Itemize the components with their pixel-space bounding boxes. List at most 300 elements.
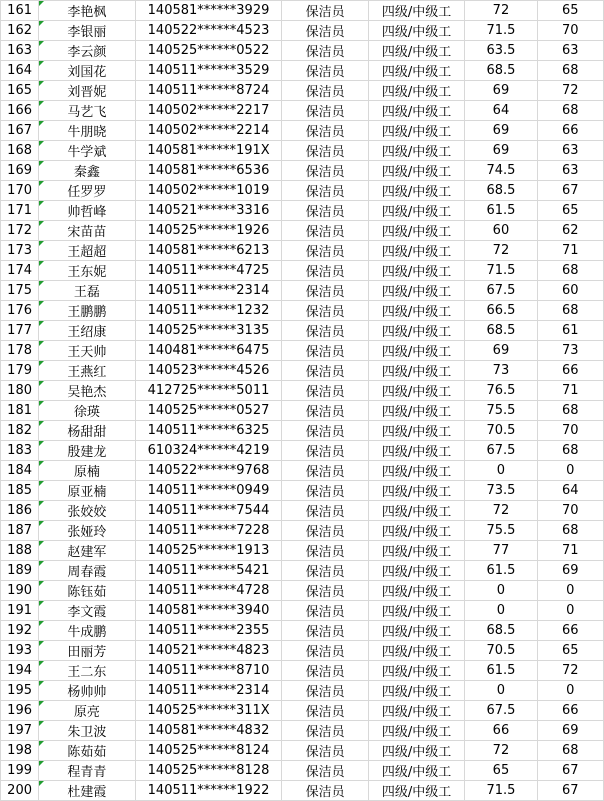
row-header-cell[interactable]: 190 <box>1 581 39 601</box>
cell-score-practice[interactable]: 70 <box>537 421 603 441</box>
cell-score-theory[interactable]: 71.5 <box>465 781 537 801</box>
cell-score-practice[interactable]: 0 <box>537 681 603 701</box>
row-header-cell[interactable]: 195 <box>1 681 39 701</box>
cell-score-practice[interactable]: 0 <box>537 461 603 481</box>
table-row[interactable] <box>1 1 604 21</box>
cell-score-theory[interactable]: 66 <box>465 721 537 741</box>
cell-name[interactable] <box>39 221 135 241</box>
table-row[interactable] <box>1 561 604 581</box>
cell-id-number[interactable]: 140511******1922 <box>135 781 282 801</box>
cell-level[interactable]: 四级/中级工 <box>368 461 464 481</box>
cell-name[interactable] <box>39 21 135 41</box>
table-row[interactable] <box>1 481 604 501</box>
cell-name[interactable] <box>39 521 135 541</box>
cell-score-practice[interactable]: 67 <box>537 781 603 801</box>
row-header-cell[interactable]: 169 <box>1 161 39 181</box>
cell-name[interactable] <box>39 161 135 181</box>
cell-occupation[interactable]: 保洁员 <box>282 161 368 181</box>
cell-occupation[interactable]: 保洁员 <box>282 541 368 561</box>
cell-level[interactable]: 四级/中级工 <box>368 401 464 421</box>
cell-score-theory[interactable]: 68.5 <box>465 181 537 201</box>
table-row[interactable] <box>1 181 604 201</box>
table-row[interactable] <box>1 201 604 221</box>
cell-level[interactable]: 四级/中级工 <box>368 221 464 241</box>
cell-id-number[interactable]: 140521******3316 <box>135 201 282 221</box>
cell-id-number[interactable]: 140511******4728 <box>135 581 282 601</box>
cell-score-theory[interactable]: 0 <box>465 601 537 621</box>
cell-id-number[interactable]: 140511******2314 <box>135 281 282 301</box>
cell-id-number[interactable]: 140511******0949 <box>135 481 282 501</box>
row-header-cell[interactable]: 181 <box>1 401 39 421</box>
cell-name[interactable] <box>39 781 135 801</box>
cell-occupation[interactable]: 保洁员 <box>282 1 368 21</box>
cell-level[interactable]: 四级/中级工 <box>368 161 464 181</box>
cell-id-number[interactable]: 140511******1232 <box>135 301 282 321</box>
cell-name[interactable] <box>39 201 135 221</box>
cell-occupation[interactable]: 保洁员 <box>282 741 368 761</box>
cell-level[interactable]: 四级/中级工 <box>368 521 464 541</box>
table-row[interactable] <box>1 41 604 61</box>
row-header-cell[interactable]: 166 <box>1 101 39 121</box>
cell-level[interactable]: 四级/中级工 <box>368 201 464 221</box>
cell-id-number[interactable]: 140525******0522 <box>135 41 282 61</box>
cell-score-practice[interactable]: 65 <box>537 201 603 221</box>
cell-level[interactable]: 四级/中级工 <box>368 341 464 361</box>
cell-score-theory[interactable]: 68.5 <box>465 621 537 641</box>
cell-score-theory[interactable]: 68.5 <box>465 61 537 81</box>
cell-name[interactable] <box>39 581 135 601</box>
cell-occupation[interactable]: 保洁员 <box>282 681 368 701</box>
cell-level[interactable]: 四级/中级工 <box>368 241 464 261</box>
cell-score-practice[interactable]: 66 <box>537 621 603 641</box>
cell-level[interactable]: 四级/中级工 <box>368 641 464 661</box>
cell-occupation[interactable]: 保洁员 <box>282 221 368 241</box>
cell-occupation[interactable]: 保洁员 <box>282 281 368 301</box>
cell-name[interactable] <box>39 741 135 761</box>
cell-level[interactable]: 四级/中级工 <box>368 321 464 341</box>
cell-occupation[interactable]: 保洁员 <box>282 521 368 541</box>
cell-level[interactable]: 四级/中级工 <box>368 441 464 461</box>
cell-name[interactable] <box>39 1 135 21</box>
cell-score-theory[interactable]: 61.5 <box>465 201 537 221</box>
cell-name[interactable] <box>39 481 135 501</box>
cell-occupation[interactable]: 保洁员 <box>282 261 368 281</box>
row-header-cell[interactable]: 174 <box>1 261 39 281</box>
cell-occupation[interactable]: 保洁员 <box>282 201 368 221</box>
cell-score-practice[interactable]: 70 <box>537 21 603 41</box>
cell-level[interactable]: 四级/中级工 <box>368 621 464 641</box>
cell-level[interactable]: 四级/中级工 <box>368 301 464 321</box>
cell-id-number[interactable]: 140581******4832 <box>135 721 282 741</box>
cell-score-practice[interactable]: 67 <box>537 181 603 201</box>
row-header-cell[interactable]: 189 <box>1 561 39 581</box>
cell-id-number[interactable]: 140522******9768 <box>135 461 282 481</box>
row-header-cell[interactable]: 194 <box>1 661 39 681</box>
table-row[interactable] <box>1 581 604 601</box>
cell-occupation[interactable]: 保洁员 <box>282 721 368 741</box>
cell-score-practice[interactable]: 65 <box>537 641 603 661</box>
cell-level[interactable]: 四级/中级工 <box>368 721 464 741</box>
cell-score-theory[interactable]: 74.5 <box>465 161 537 181</box>
table-row[interactable] <box>1 721 604 741</box>
table-row[interactable] <box>1 601 604 621</box>
row-header-cell[interactable]: 161 <box>1 1 39 21</box>
cell-level[interactable]: 四级/中级工 <box>368 481 464 501</box>
cell-occupation[interactable]: 保洁员 <box>282 61 368 81</box>
table-row[interactable] <box>1 21 604 41</box>
cell-score-practice[interactable]: 64 <box>537 481 603 501</box>
cell-score-practice[interactable]: 62 <box>537 221 603 241</box>
cell-score-theory[interactable]: 72 <box>465 741 537 761</box>
row-header-cell[interactable]: 175 <box>1 281 39 301</box>
cell-name[interactable] <box>39 541 135 561</box>
cell-score-practice[interactable]: 68 <box>537 301 603 321</box>
row-header-cell[interactable]: 167 <box>1 121 39 141</box>
row-header-cell[interactable]: 178 <box>1 341 39 361</box>
table-row[interactable] <box>1 301 604 321</box>
cell-name[interactable] <box>39 81 135 101</box>
cell-id-number[interactable]: 140523******4526 <box>135 361 282 381</box>
cell-name[interactable] <box>39 321 135 341</box>
row-header-cell[interactable]: 171 <box>1 201 39 221</box>
cell-score-practice[interactable]: 69 <box>537 721 603 741</box>
row-header-cell[interactable]: 176 <box>1 301 39 321</box>
cell-occupation[interactable]: 保洁员 <box>282 241 368 261</box>
cell-id-number[interactable]: 140581******6213 <box>135 241 282 261</box>
cell-occupation[interactable]: 保洁员 <box>282 701 368 721</box>
cell-occupation[interactable]: 保洁员 <box>282 421 368 441</box>
cell-occupation[interactable]: 保洁员 <box>282 401 368 421</box>
row-header-cell[interactable]: 162 <box>1 21 39 41</box>
cell-name[interactable] <box>39 381 135 401</box>
cell-occupation[interactable]: 保洁员 <box>282 21 368 41</box>
cell-level[interactable]: 四级/中级工 <box>368 541 464 561</box>
row-header-cell[interactable]: 188 <box>1 541 39 561</box>
cell-score-theory[interactable]: 66.5 <box>465 301 537 321</box>
cell-score-theory[interactable]: 67.5 <box>465 441 537 461</box>
cell-id-number[interactable]: 140525******1913 <box>135 541 282 561</box>
cell-level[interactable]: 四级/中级工 <box>368 181 464 201</box>
table-row[interactable] <box>1 541 604 561</box>
cell-name[interactable] <box>39 41 135 61</box>
cell-id-number[interactable]: 140522******4523 <box>135 21 282 41</box>
cell-name[interactable] <box>39 641 135 661</box>
cell-name[interactable] <box>39 621 135 641</box>
cell-name[interactable] <box>39 141 135 161</box>
cell-score-practice[interactable]: 60 <box>537 281 603 301</box>
cell-name[interactable] <box>39 421 135 441</box>
cell-score-theory[interactable]: 73.5 <box>465 481 537 501</box>
cell-id-number[interactable]: 140481******6475 <box>135 341 282 361</box>
row-header-cell[interactable]: 164 <box>1 61 39 81</box>
cell-name[interactable] <box>39 361 135 381</box>
table-row[interactable] <box>1 441 604 461</box>
cell-name[interactable] <box>39 601 135 621</box>
cell-occupation[interactable]: 保洁员 <box>282 561 368 581</box>
cell-id-number[interactable]: 140511******2355 <box>135 621 282 641</box>
cell-id-number[interactable]: 140581******3940 <box>135 601 282 621</box>
table-row[interactable] <box>1 261 604 281</box>
cell-name[interactable] <box>39 761 135 781</box>
cell-level[interactable]: 四级/中级工 <box>368 601 464 621</box>
cell-score-theory[interactable]: 0 <box>465 581 537 601</box>
cell-score-practice[interactable]: 68 <box>537 101 603 121</box>
cell-score-theory[interactable]: 0 <box>465 461 537 481</box>
cell-level[interactable]: 四级/中级工 <box>368 261 464 281</box>
cell-level[interactable]: 四级/中级工 <box>368 701 464 721</box>
cell-level[interactable]: 四级/中级工 <box>368 501 464 521</box>
cell-score-practice[interactable]: 68 <box>537 61 603 81</box>
cell-score-theory[interactable]: 69 <box>465 81 537 101</box>
row-header-cell[interactable]: 180 <box>1 381 39 401</box>
cell-name[interactable] <box>39 341 135 361</box>
cell-score-practice[interactable]: 66 <box>537 701 603 721</box>
cell-score-theory[interactable]: 70.5 <box>465 421 537 441</box>
row-header-cell[interactable]: 184 <box>1 461 39 481</box>
cell-occupation[interactable]: 保洁员 <box>282 621 368 641</box>
cell-occupation[interactable]: 保洁员 <box>282 641 368 661</box>
cell-occupation[interactable]: 保洁员 <box>282 361 368 381</box>
cell-score-theory[interactable]: 76.5 <box>465 381 537 401</box>
cell-score-theory[interactable]: 67.5 <box>465 701 537 721</box>
row-header-cell[interactable]: 182 <box>1 421 39 441</box>
cell-score-theory[interactable]: 64 <box>465 101 537 121</box>
cell-id-number[interactable]: 140581******3929 <box>135 1 282 21</box>
cell-score-theory[interactable]: 65 <box>465 761 537 781</box>
cell-id-number[interactable]: 140511******7228 <box>135 521 282 541</box>
row-header-cell[interactable]: 170 <box>1 181 39 201</box>
table-row[interactable] <box>1 161 604 181</box>
cell-score-theory[interactable]: 61.5 <box>465 661 537 681</box>
cell-name[interactable] <box>39 121 135 141</box>
row-header-cell[interactable]: 192 <box>1 621 39 641</box>
cell-level[interactable]: 四级/中级工 <box>368 661 464 681</box>
cell-score-practice[interactable]: 73 <box>537 341 603 361</box>
cell-score-practice[interactable]: 63 <box>537 41 603 61</box>
cell-score-theory[interactable]: 72 <box>465 241 537 261</box>
row-header-cell[interactable]: 200 <box>1 781 39 801</box>
cell-name[interactable] <box>39 181 135 201</box>
row-header-cell[interactable]: 193 <box>1 641 39 661</box>
cell-score-practice[interactable]: 68 <box>537 741 603 761</box>
cell-score-practice[interactable]: 0 <box>537 581 603 601</box>
row-header-cell[interactable]: 183 <box>1 441 39 461</box>
cell-score-practice[interactable]: 0 <box>537 601 603 621</box>
cell-score-practice[interactable]: 71 <box>537 381 603 401</box>
cell-id-number[interactable]: 140581******6536 <box>135 161 282 181</box>
table-row[interactable] <box>1 101 604 121</box>
cell-score-practice[interactable]: 70 <box>537 501 603 521</box>
cell-id-number[interactable]: 140525******8124 <box>135 741 282 761</box>
table-row[interactable] <box>1 281 604 301</box>
cell-score-practice[interactable]: 71 <box>537 241 603 261</box>
cell-id-number[interactable]: 140525******3135 <box>135 321 282 341</box>
row-header-cell[interactable]: 199 <box>1 761 39 781</box>
cell-score-practice[interactable]: 63 <box>537 161 603 181</box>
cell-occupation[interactable]: 保洁员 <box>282 41 368 61</box>
table-row[interactable] <box>1 501 604 521</box>
cell-score-theory[interactable]: 67.5 <box>465 281 537 301</box>
row-header-cell[interactable]: 196 <box>1 701 39 721</box>
cell-score-theory[interactable]: 68.5 <box>465 321 537 341</box>
cell-score-theory[interactable]: 69 <box>465 141 537 161</box>
cell-id-number[interactable]: 140581******191X <box>135 141 282 161</box>
row-header-cell[interactable]: 173 <box>1 241 39 261</box>
cell-score-practice[interactable]: 68 <box>537 441 603 461</box>
cell-name[interactable] <box>39 501 135 521</box>
cell-occupation[interactable]: 保洁员 <box>282 601 368 621</box>
cell-level[interactable]: 四级/中级工 <box>368 1 464 21</box>
row-header-cell[interactable]: 168 <box>1 141 39 161</box>
cell-name[interactable] <box>39 61 135 81</box>
row-header-cell[interactable]: 197 <box>1 721 39 741</box>
cell-level[interactable]: 四级/中级工 <box>368 781 464 801</box>
cell-level[interactable]: 四级/中级工 <box>368 681 464 701</box>
table-row[interactable] <box>1 461 604 481</box>
cell-level[interactable]: 四级/中级工 <box>368 81 464 101</box>
cell-id-number[interactable]: 140511******5421 <box>135 561 282 581</box>
cell-name[interactable] <box>39 661 135 681</box>
cell-id-number[interactable]: 140511******7544 <box>135 501 282 521</box>
cell-id-number[interactable]: 140511******6325 <box>135 421 282 441</box>
table-row[interactable] <box>1 621 604 641</box>
table-row[interactable] <box>1 321 604 341</box>
cell-score-theory[interactable]: 72 <box>465 501 537 521</box>
table-row[interactable] <box>1 341 604 361</box>
cell-name[interactable] <box>39 101 135 121</box>
cell-level[interactable]: 四级/中级工 <box>368 121 464 141</box>
cell-level[interactable]: 四级/中级工 <box>368 61 464 81</box>
cell-name[interactable] <box>39 241 135 261</box>
cell-id-number[interactable]: 140521******4823 <box>135 641 282 661</box>
cell-name[interactable] <box>39 441 135 461</box>
cell-id-number[interactable]: 140525******311X <box>135 701 282 721</box>
row-header-cell[interactable]: 165 <box>1 81 39 101</box>
cell-score-practice[interactable]: 67 <box>537 761 603 781</box>
cell-score-theory[interactable]: 75.5 <box>465 521 537 541</box>
cell-score-theory[interactable]: 69 <box>465 341 537 361</box>
cell-score-practice[interactable]: 68 <box>537 521 603 541</box>
cell-occupation[interactable]: 保洁员 <box>282 761 368 781</box>
cell-level[interactable]: 四级/中级工 <box>368 761 464 781</box>
cell-name[interactable] <box>39 721 135 741</box>
cell-id-number[interactable]: 140502******2217 <box>135 101 282 121</box>
cell-occupation[interactable]: 保洁员 <box>282 581 368 601</box>
cell-occupation[interactable]: 保洁员 <box>282 341 368 361</box>
cell-id-number[interactable]: 140502******1019 <box>135 181 282 201</box>
cell-score-practice[interactable]: 66 <box>537 121 603 141</box>
table-row[interactable] <box>1 701 604 721</box>
cell-score-theory[interactable]: 72 <box>465 1 537 21</box>
cell-occupation[interactable]: 保洁员 <box>282 141 368 161</box>
cell-score-theory[interactable]: 75.5 <box>465 401 537 421</box>
table-row[interactable] <box>1 781 604 801</box>
table-row[interactable] <box>1 641 604 661</box>
cell-score-practice[interactable]: 68 <box>537 401 603 421</box>
cell-level[interactable]: 四级/中级工 <box>368 101 464 121</box>
cell-occupation[interactable]: 保洁员 <box>282 81 368 101</box>
row-header-cell[interactable]: 191 <box>1 601 39 621</box>
table-row[interactable] <box>1 81 604 101</box>
cell-level[interactable]: 四级/中级工 <box>368 361 464 381</box>
cell-name[interactable] <box>39 401 135 421</box>
table-row[interactable] <box>1 141 604 161</box>
table-row[interactable] <box>1 761 604 781</box>
table-row[interactable] <box>1 421 604 441</box>
table-row[interactable] <box>1 241 604 261</box>
cell-id-number[interactable]: 140525******1926 <box>135 221 282 241</box>
cell-id-number[interactable]: 140525******8128 <box>135 761 282 781</box>
cell-score-practice[interactable]: 72 <box>537 661 603 681</box>
cell-occupation[interactable]: 保洁员 <box>282 301 368 321</box>
table-row[interactable] <box>1 401 604 421</box>
cell-name[interactable] <box>39 261 135 281</box>
cell-id-number[interactable]: 140511******4725 <box>135 261 282 281</box>
cell-score-practice[interactable]: 61 <box>537 321 603 341</box>
cell-occupation[interactable]: 保洁员 <box>282 461 368 481</box>
cell-occupation[interactable]: 保洁员 <box>282 121 368 141</box>
cell-score-theory[interactable]: 71.5 <box>465 261 537 281</box>
cell-score-theory[interactable]: 73 <box>465 361 537 381</box>
cell-score-theory[interactable]: 63.5 <box>465 41 537 61</box>
cell-score-theory[interactable]: 69 <box>465 121 537 141</box>
cell-score-practice[interactable]: 68 <box>537 261 603 281</box>
cell-occupation[interactable]: 保洁员 <box>282 501 368 521</box>
cell-score-practice[interactable]: 63 <box>537 141 603 161</box>
cell-score-theory[interactable]: 71.5 <box>465 21 537 41</box>
cell-score-theory[interactable]: 77 <box>465 541 537 561</box>
cell-score-practice[interactable]: 69 <box>537 561 603 581</box>
cell-name[interactable] <box>39 681 135 701</box>
row-header-cell[interactable]: 179 <box>1 361 39 381</box>
row-header-cell[interactable]: 172 <box>1 221 39 241</box>
table-row[interactable] <box>1 121 604 141</box>
row-header-cell[interactable]: 177 <box>1 321 39 341</box>
cell-occupation[interactable]: 保洁员 <box>282 321 368 341</box>
row-header-cell[interactable]: 187 <box>1 521 39 541</box>
cell-level[interactable]: 四级/中级工 <box>368 381 464 401</box>
cell-score-theory[interactable]: 70.5 <box>465 641 537 661</box>
cell-score-practice[interactable]: 66 <box>537 361 603 381</box>
cell-id-number[interactable]: 140525******0527 <box>135 401 282 421</box>
cell-occupation[interactable]: 保洁员 <box>282 101 368 121</box>
table-row[interactable] <box>1 61 604 81</box>
cell-name[interactable] <box>39 301 135 321</box>
cell-score-practice[interactable]: 65 <box>537 1 603 21</box>
cell-name[interactable] <box>39 461 135 481</box>
cell-level[interactable]: 四级/中级工 <box>368 741 464 761</box>
table-row[interactable] <box>1 681 604 701</box>
cell-occupation[interactable]: 保洁员 <box>282 441 368 461</box>
cell-level[interactable]: 四级/中级工 <box>368 41 464 61</box>
table-row[interactable] <box>1 361 604 381</box>
cell-occupation[interactable]: 保洁员 <box>282 181 368 201</box>
table-row[interactable] <box>1 741 604 761</box>
cell-score-theory[interactable]: 60 <box>465 221 537 241</box>
table-row[interactable] <box>1 521 604 541</box>
table-row[interactable] <box>1 381 604 401</box>
cell-score-practice[interactable]: 71 <box>537 541 603 561</box>
cell-id-number[interactable]: 140511******8710 <box>135 661 282 681</box>
cell-level[interactable]: 四级/中级工 <box>368 561 464 581</box>
cell-id-number[interactable]: 610324******4219 <box>135 441 282 461</box>
cell-score-theory[interactable]: 0 <box>465 681 537 701</box>
cell-occupation[interactable]: 保洁员 <box>282 481 368 501</box>
cell-name[interactable] <box>39 281 135 301</box>
cell-name[interactable] <box>39 701 135 721</box>
cell-name[interactable] <box>39 561 135 581</box>
row-header-cell[interactable]: 186 <box>1 501 39 521</box>
